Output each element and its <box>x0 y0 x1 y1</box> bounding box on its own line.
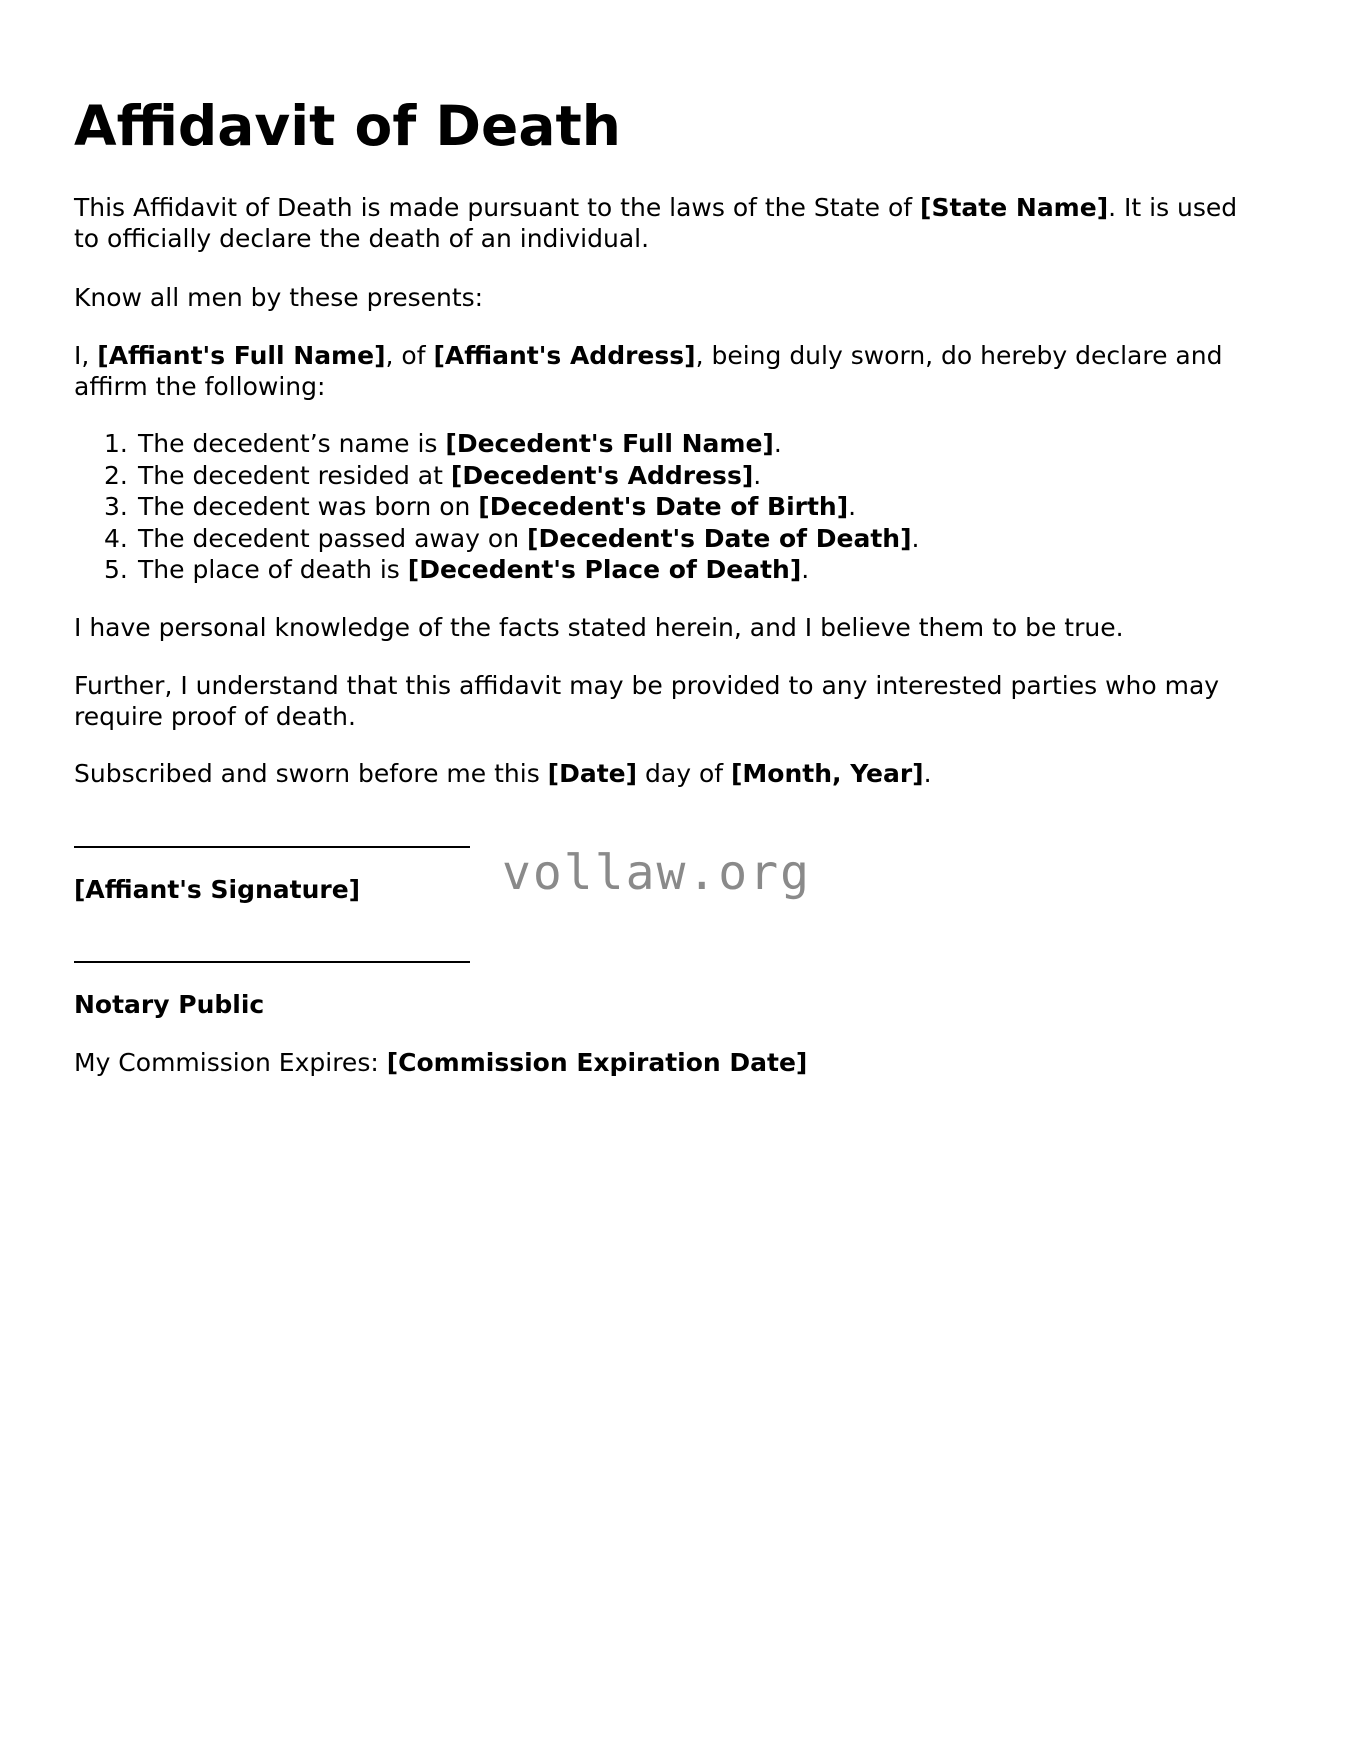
decedent-death-date-field: [Decedent's Date of Death] <box>527 523 912 553</box>
declaration-text-of: , of <box>385 341 434 370</box>
intro-paragraph <box>74 192 1244 254</box>
date-field: [Date] <box>547 759 638 788</box>
list-item: 2. The decedent resided at [Decedent's Address]. <box>104 460 762 490</box>
notary-signature-line <box>74 961 470 963</box>
list-item: 4. The decedent passed away on [Decedent's Date of Death]. <box>104 523 920 553</box>
decedent-name-field: [Decedent's Full Name] <box>445 429 774 458</box>
affiant-name-field: [Affiant's Full Name] <box>97 341 386 370</box>
decedent-birth-date-field: [Decedent's Date of Birth] <box>478 492 849 521</box>
notary-public-label: Notary Public <box>74 990 265 1019</box>
affiant-signature-label: [Affiant's Signature] <box>74 875 361 904</box>
decedent-death-place-field: [Decedent's Place of Death] <box>407 555 802 584</box>
list-item: 1. The decedent’s name is [Decedent's Full Name]. <box>104 429 782 458</box>
affiant-signature-line <box>74 846 470 848</box>
list-item: 5. The place of death is [Decedent's Place of Death]. <box>104 555 810 584</box>
declaration-text-end: , being duly sworn, do hereby declare and affirm the following: <box>74 341 1223 401</box>
know-all-paragraph: Know all men by these presents: <box>74 283 484 312</box>
declaration-text: I, <box>74 341 98 370</box>
intro-text: This Affidavit of Death is made pursuant to the laws of the State of <box>74 193 921 222</box>
subscribed-paragraph: Subscribed and sworn before me this [Date] day of [Month, Year]. <box>74 759 932 788</box>
decedent-address-field: [Decedent's Address] <box>450 460 754 490</box>
knowledge-paragraph: I have personal knowledge of the facts stated herein, and I believe them to be true. <box>74 613 1124 642</box>
month-year-field: [Month, Year] <box>730 759 924 788</box>
intro-text-end: . It is used to officially declare the death of an individual. <box>74 193 1238 253</box>
watermark: vollaw.org <box>502 845 811 901</box>
state-name-field: [State Name] <box>920 193 1109 222</box>
facts-list <box>74 428 919 586</box>
declaration-paragraph <box>74 340 1244 402</box>
affiant-address-field: [Affiant's Address] <box>433 341 696 370</box>
commission-date-field: [Commission Expiration Date] <box>386 1048 808 1077</box>
further-paragraph: Further, I understand that this affidavit may be provided to any interested parties who may require proof of death. <box>74 671 1220 731</box>
commission-paragraph: My Commission Expires: [Commission Expiration Date] <box>74 1048 808 1077</box>
list-item: 3. The decedent was born on [Decedent's Date of Birth]. <box>104 492 857 521</box>
document-title: Affidavit of Death <box>74 94 621 158</box>
